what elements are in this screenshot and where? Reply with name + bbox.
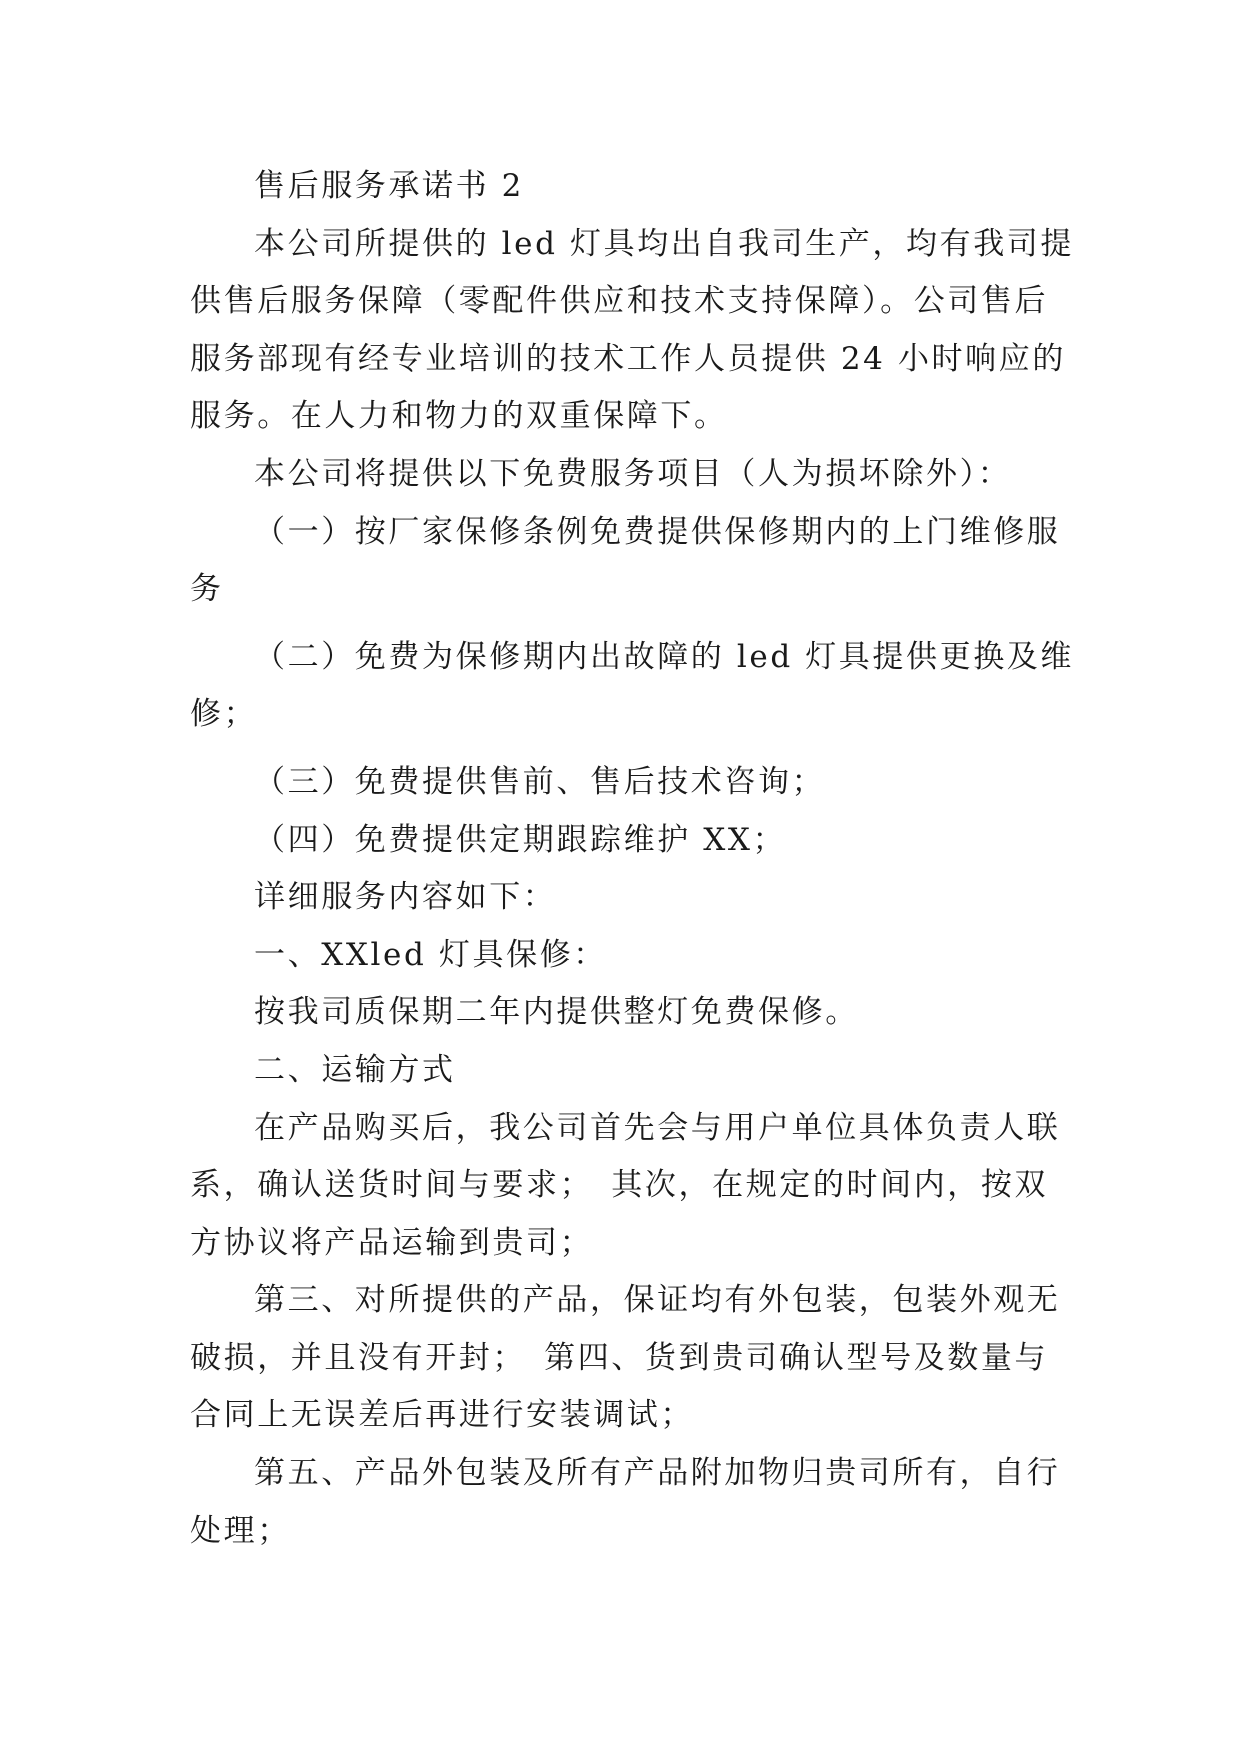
- paragraph-line: 在产品购买后，我公司首先会与用户单位具体负责人联: [254, 1109, 1061, 1146]
- document-body: [190, 158, 1075, 1560]
- paragraph-line: 按我司质保期二年内提供整灯免费保修。: [254, 994, 859, 1031]
- paragraph-line: 服务部现有经专业培训的技术工作人员提供 24 小时响应的: [190, 340, 1066, 377]
- list-item-line: （一）按厂家保修条例免费提供保修期内的上门维修服: [254, 513, 1061, 550]
- list-item-line: （三）免费提供售前、售后技术咨询；: [254, 763, 826, 800]
- section-heading: 二、运输方式: [254, 1051, 456, 1088]
- paragraph-line: 本公司所提供的 led 灯具均出自我司生产，均有我司提: [254, 225, 1075, 262]
- section-intro-line: 详细服务内容如下：: [254, 879, 557, 916]
- paragraph-line: 本公司将提供以下免费服务项目（人为损坏除外）：: [254, 455, 1012, 492]
- paragraph-line: 处理；: [190, 1512, 291, 1549]
- list-item-line: 修；: [190, 696, 258, 733]
- paragraph-line: 破损，并且没有开封； 第四、货到贵司确认型号及数量与: [190, 1339, 1049, 1376]
- list-item-line: （四）免费提供定期跟踪维护 XX；: [254, 821, 787, 858]
- list-item-line: 务: [190, 571, 224, 608]
- paragraph-line: 第五、产品外包装及所有产品附加物归贵司所有，自行: [254, 1455, 1061, 1492]
- list-item-line: （二）免费为保修期内出故障的 led 灯具提供更换及维: [254, 638, 1075, 675]
- paragraph-line: 方协议将产品运输到贵司；: [190, 1224, 594, 1261]
- paragraph-line: 供售后服务保障（零配件供应和技术支持保障）。公司售后: [190, 283, 1049, 320]
- paragraph-line: 服务。在人力和物力的双重保障下。: [190, 398, 728, 435]
- paragraph-line: 合同上无误差后再进行安装调试；: [190, 1397, 694, 1434]
- document-title: 售后服务承诺书 2: [254, 168, 524, 204]
- paragraph-line: 系，确认送货时间与要求； 其次，在规定的时间内，按双: [190, 1167, 1049, 1204]
- paragraph-line: 第三、对所提供的产品，保证均有外包装，包装外观无: [254, 1282, 1061, 1319]
- section-heading: 一、XXled 灯具保修：: [254, 936, 607, 973]
